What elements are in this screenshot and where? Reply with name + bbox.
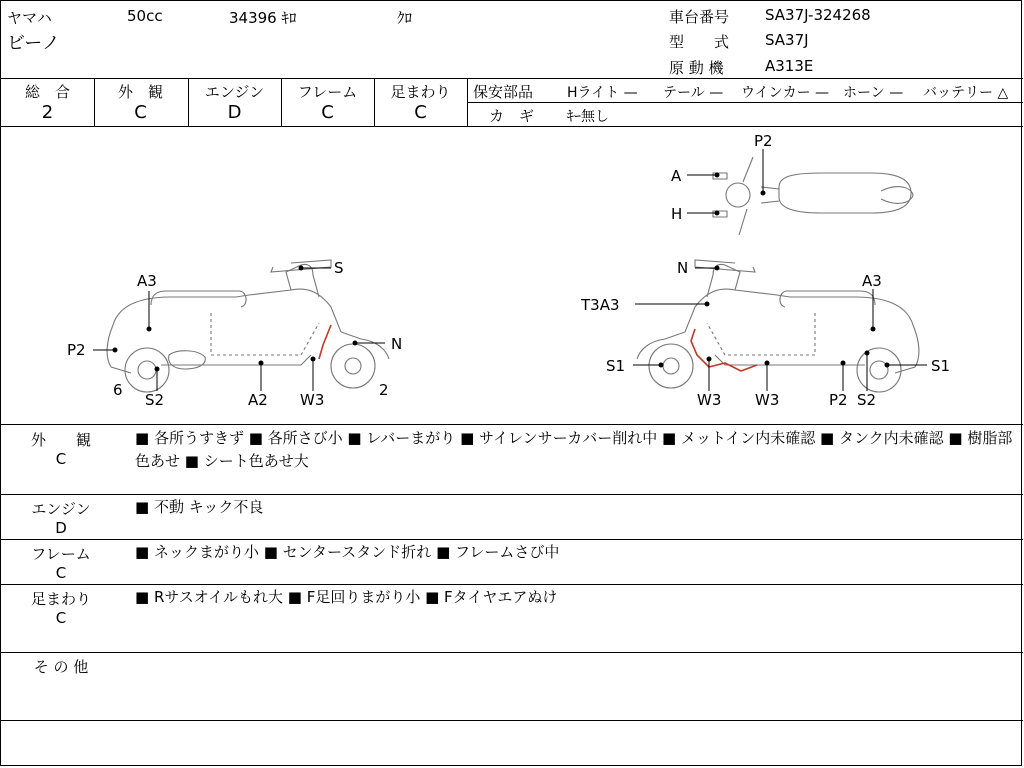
divider xyxy=(1,78,1023,79)
label-left-s2: S2 xyxy=(145,391,165,409)
divider xyxy=(1,494,1023,495)
left-rear-wheel xyxy=(125,348,169,392)
left-body-outline xyxy=(113,289,389,359)
engine-label: 原 動 機 xyxy=(669,59,724,77)
right-front-wheel xyxy=(649,344,693,388)
label-left-n: N xyxy=(391,335,403,353)
divider xyxy=(1,652,1023,653)
label-left-2: 2 xyxy=(379,381,389,399)
label-left-6: 6 xyxy=(113,381,123,399)
left-seat xyxy=(151,291,246,307)
displacement: 50cc xyxy=(127,7,163,25)
section-engine-grade: D xyxy=(55,519,67,537)
maker: ヤマハ xyxy=(7,9,52,27)
left-floor-detail xyxy=(211,313,319,355)
type-value: SA37J xyxy=(765,31,809,49)
section-suspension-notes: ■ Rサスオイルもれ大 ■ F足回りまがり小 ■ Fタイヤエアぬけ xyxy=(135,588,558,606)
section-engine-label: エンジン xyxy=(31,500,91,518)
section-exterior-notes: ■ 各所うすきず ■ 各所さび小 ■ レバーまがり ■ サイレンサーカバー削れ中 ■ メットイン内未確認 ■ タンク内未確認 ■ 樹脂部色あせ ■ シート色あせ大 xyxy=(135,429,1013,470)
mileage: 34396 ｷﾛ xyxy=(229,9,297,27)
label-right-s2: S2 xyxy=(857,391,877,409)
grade-frame-label: フレーム xyxy=(297,83,358,101)
grade-frame-value: C xyxy=(321,102,334,123)
grade-suspension-label: 足まわり xyxy=(390,83,451,101)
top-headlight xyxy=(726,183,750,207)
right-seat xyxy=(780,291,875,307)
key-label: カ ギ xyxy=(489,107,535,125)
right-body-outline xyxy=(637,289,913,359)
left-muffler xyxy=(169,351,206,369)
label-top-h: H xyxy=(671,205,683,223)
type-label: 型 式 xyxy=(669,33,730,51)
label-right-w3-b: W3 xyxy=(755,391,780,409)
top-mirrors xyxy=(713,173,727,217)
grade-exterior-label: 外 観 xyxy=(117,83,163,101)
label-top-a: A xyxy=(671,167,682,185)
safety-item-taillight: テール — xyxy=(663,85,724,101)
label-right-a3: A3 xyxy=(862,272,882,290)
top-tail xyxy=(881,187,913,204)
section-frame-grade: C xyxy=(55,564,67,582)
divider xyxy=(467,102,1023,103)
section-frame-label: フレーム xyxy=(31,545,91,563)
grade-engine-value: D xyxy=(227,102,242,123)
grade-engine-label: エンジン xyxy=(204,83,265,101)
left-rear-hub xyxy=(138,361,156,379)
label-left-p2: P2 xyxy=(67,341,86,359)
divider xyxy=(1,539,1023,540)
left-floor xyxy=(107,325,311,373)
label-right-p2: P2 xyxy=(829,391,848,409)
scooter-damage-diagram xyxy=(1,127,1023,424)
key-value: ｷｰ無し xyxy=(567,109,609,125)
grade-total-value: 2 xyxy=(41,102,54,123)
safety-item-horn: ホーン — xyxy=(843,85,904,101)
safety-item-winker: ウインカー — xyxy=(741,85,830,101)
frame-number-label: 車台番号 xyxy=(669,8,730,26)
right-rear-wheel xyxy=(857,348,901,392)
section-frame-notes: ■ ネックまがり小 ■ センタースタンド折れ ■ フレームさび中 xyxy=(135,543,560,561)
right-floor-detail xyxy=(707,313,815,355)
top-steering xyxy=(739,157,753,235)
right-handlebar xyxy=(695,260,755,272)
section-exterior-grade: C xyxy=(55,450,67,468)
divider xyxy=(1,584,1023,585)
top-seat xyxy=(779,173,911,213)
left-front-hub xyxy=(345,358,361,374)
grade-exterior-value: C xyxy=(134,102,147,123)
grade-suspension-value: C xyxy=(414,102,427,123)
safety-parts-label: 保安部品 xyxy=(473,83,534,101)
label-left-w3: W3 xyxy=(300,391,325,409)
label-right-t3a3: T3A3 xyxy=(581,296,620,314)
color: ｸﾛ xyxy=(397,9,413,27)
label-right-s1-front: S1 xyxy=(606,357,626,375)
divider xyxy=(1,720,1023,721)
damage-marks xyxy=(319,325,757,371)
section-suspension-grade: C xyxy=(55,609,67,627)
model-name: ビーノ xyxy=(7,33,60,54)
engine-value: A313E xyxy=(765,57,814,75)
label-right-s1-rear: S1 xyxy=(931,357,951,375)
label-left-a2: A2 xyxy=(248,391,268,409)
label-top-p2: P2 xyxy=(754,132,773,150)
section-engine-notes: ■ 不動 キック不良 xyxy=(135,498,264,516)
safety-item-headlight: Hライト — xyxy=(567,85,638,101)
section-exterior-label: 外 観 xyxy=(30,431,91,449)
label-left-s: S xyxy=(334,259,344,277)
frame-number: SA37J-324268 xyxy=(765,6,871,24)
label-left-a3: A3 xyxy=(137,272,157,290)
right-front-hub xyxy=(663,358,679,374)
label-right-w3-a: W3 xyxy=(697,391,722,409)
section-other-label: そ の 他 xyxy=(33,658,89,676)
divider xyxy=(1,424,1023,425)
safety-item-battery: バッテリー △ xyxy=(923,85,1009,101)
left-front-wheel xyxy=(331,344,375,388)
grade-total-label: 総 合 xyxy=(24,83,70,101)
section-suspension-label: 足まわり xyxy=(30,590,91,608)
label-right-n: N xyxy=(677,259,689,277)
